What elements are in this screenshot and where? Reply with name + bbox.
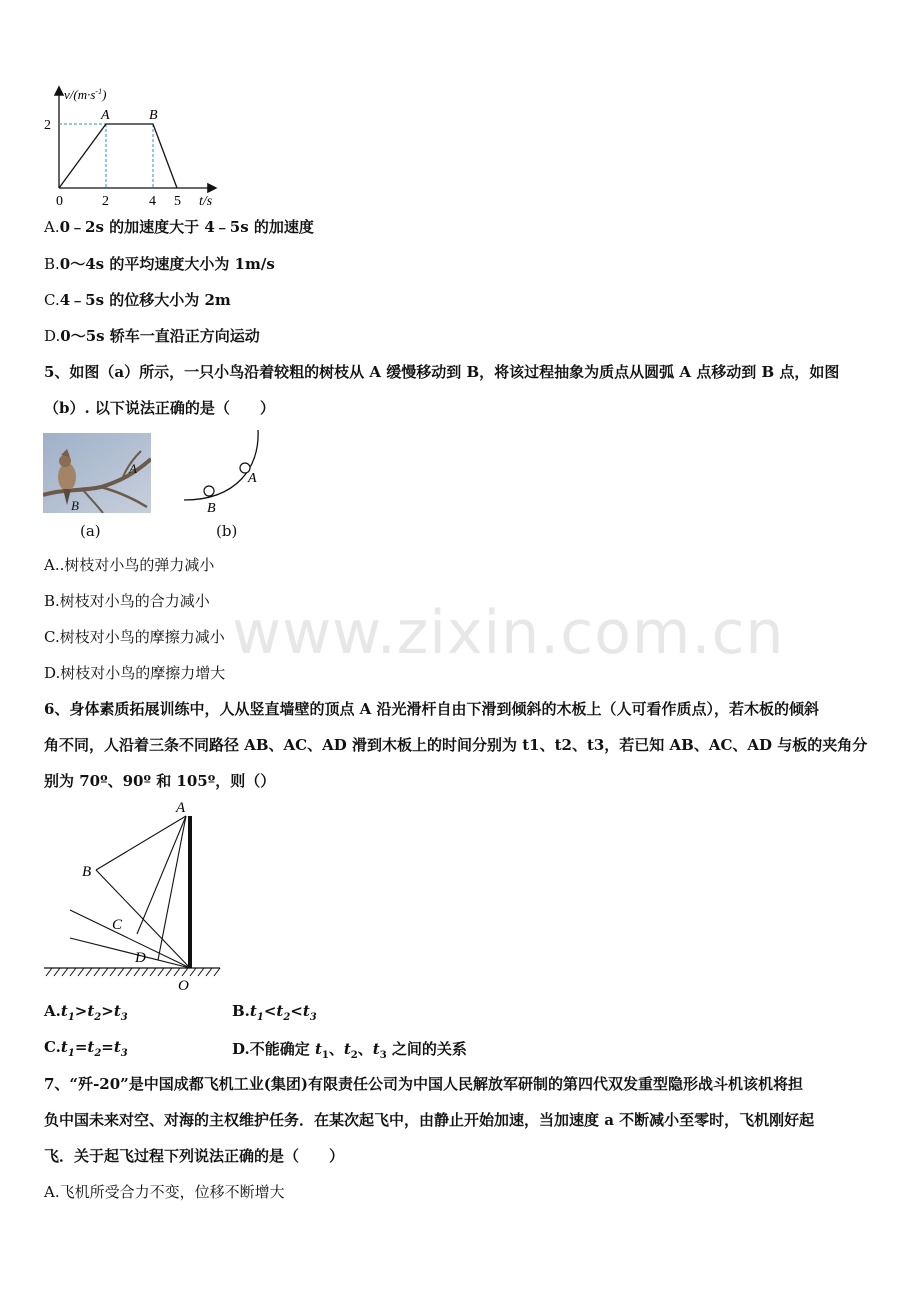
slide-diagram [40, 796, 230, 996]
q6-stem-line1: 6、身体素质拓展训练中，人从竖直墙壁的顶点 A 沿光滑杆自由下滑到倾斜的木板上（人可看作质点），若木板的倾斜 [44, 700, 820, 718]
rod-ad [158, 816, 186, 960]
option-letter: A. [44, 556, 60, 574]
label-c: C [112, 917, 123, 933]
y-tick-2: 2 [44, 118, 51, 133]
fig-a-caption: (a) [80, 522, 101, 540]
q6-option-a[interactable] [44, 1002, 128, 1023]
option-letter: B. [232, 1002, 250, 1020]
option-letter: D. [44, 664, 61, 682]
point-a-label: A [101, 108, 110, 123]
bird-photo [43, 433, 151, 513]
label-a: A [176, 800, 186, 816]
option-letter: A. [44, 1002, 61, 1020]
option-text: 树枝对小鸟的摩擦力增大 [60, 664, 226, 682]
arc-label-b: B [207, 501, 216, 516]
x-tick-0: 0 [56, 194, 63, 209]
option-text: .树枝对小鸟的弹力减小 [59, 556, 215, 574]
arc-diagram [180, 428, 270, 520]
option-letter: D. [44, 327, 61, 345]
q5-stem-line1: 5、如图（a）所示，一只小鸟沿着较粗的树枝从 A 缓慢移动到 B，将该过程抽象为质点从圆弧 A 点移动到 B 点，如图 [44, 363, 840, 381]
option-text: 0～5s 轿车一直沿正方向运动 [60, 327, 260, 345]
x-tick-2: 2 [102, 194, 109, 209]
option-text: 不能确定 $t_1$、$t_2$、$t_3$ 之间的关系 [249, 1040, 467, 1061]
photo-label-a: A [129, 461, 137, 476]
q5-option-d[interactable] [44, 663, 225, 683]
photo-label-b: B [71, 498, 79, 513]
q7-stem-line3: 飞．关于起飞过程下列说法正确的是（ ） [44, 1147, 345, 1165]
point-b-circle [204, 486, 214, 496]
q7-stem-line2: 负中国未来对空、对海的主权维护任务．在某次起飞中，由静止开始加速，当加速度 a 不断减小至零时，飞机刚好起 [44, 1111, 815, 1129]
x-axis-label: t/s [199, 194, 213, 209]
option-text: 4﹣5s 的位移大小为 2m [59, 291, 231, 309]
watermark: www.zixin.com.cn [232, 598, 785, 668]
q5-option-b[interactable] [44, 591, 210, 611]
option-letter: B. [44, 255, 60, 273]
option-letter: B. [44, 592, 60, 610]
fig-b-caption: (b) [216, 522, 238, 540]
option-text: 树枝对小鸟的合力减小 [59, 592, 210, 610]
y-axis-label: $v/(m\cdot s^{-1})$ [64, 87, 107, 102]
q6-stem-line3: 别为 70º、90º 和 105º，则（） [44, 772, 276, 790]
label-o: O [178, 978, 189, 994]
board-c [70, 910, 190, 968]
option-letter: D. [232, 1040, 250, 1058]
q6-option-b[interactable] [232, 1002, 317, 1023]
label-b: B [82, 864, 92, 880]
board-d [70, 938, 190, 968]
rod-ab [96, 816, 186, 870]
q6-stem-line2: 角不同，人沿着三条不同路径 AB、AC、AD 滑到木板上的时间分别为 t1、t2、t3，若已知 AB、AC、AD 与板的夹角分 [44, 736, 868, 754]
q5-stem-line2: （b）. 以下说法正确的是（ ） [44, 399, 275, 417]
option-text: 树枝对小鸟的摩擦力减小 [59, 628, 225, 646]
q5-option-a[interactable] [44, 555, 214, 575]
q6-option-d[interactable] [232, 1038, 467, 1061]
ground-hatching [46, 968, 220, 976]
x-tick-4: 4 [149, 194, 156, 209]
velocity-line [59, 124, 177, 188]
option-letter: A. [44, 218, 60, 236]
option-text: $t_1=t_2=t_3$ [60, 1038, 128, 1059]
option-text: 0﹣2s 的加速度大于 4﹣5s 的加速度 [59, 218, 314, 236]
x-tick-5: 5 [174, 194, 181, 209]
option-letter: C. [44, 291, 60, 309]
point-b-label: B [149, 108, 158, 123]
q5-option-c[interactable] [44, 627, 225, 647]
q4-option-a[interactable] [44, 217, 314, 237]
option-letter: C. [44, 628, 60, 646]
q7-stem-line1: 7、“歼-20”是中国成都飞机工业(集团)有限责任公司为中国人民解放军研制的第四代双发重型隐形战斗机该机将担 [44, 1075, 803, 1093]
option-text: $t_1>t_2>t_3$ [60, 1002, 128, 1023]
arc-label-a: A [248, 471, 257, 486]
q4-option-c[interactable] [44, 290, 231, 310]
q4-option-d[interactable] [44, 326, 260, 346]
option-text: $t_1<t_2<t_3$ [249, 1002, 317, 1023]
rod-ac [137, 816, 186, 934]
q4-option-b[interactable] [44, 254, 275, 274]
velocity-time-graph [40, 84, 230, 210]
option-letter: C. [44, 1038, 61, 1056]
option-letter: A. [44, 1183, 60, 1201]
q7-option-a[interactable] [44, 1182, 285, 1202]
label-d: D [135, 950, 146, 966]
option-text: 0～4s 的平均速度大小为 1m/s [59, 255, 275, 273]
q6-option-c[interactable] [44, 1038, 128, 1059]
option-text: 飞机所受合力不变，位移不断增大 [59, 1183, 285, 1201]
